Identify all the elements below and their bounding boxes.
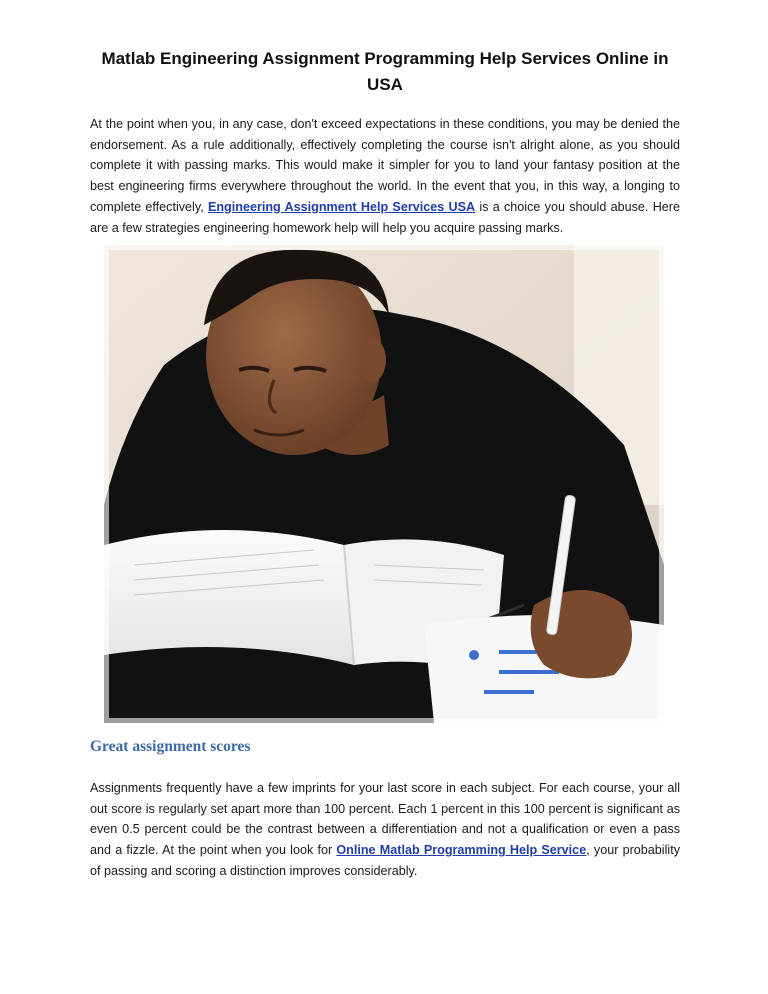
section-text-start: Assignments frequently have a few imprints for your last score in each subject. For each course, your all out score is regularly set apart more than 100 percent. Each 1 percent in this 100 percent is significant as even 0.5 percent could be the contrast between a differentiation and not a qualification or even a pass and a fizzle. At the point when you look for	[90, 781, 680, 858]
engineering-assignment-help-link[interactable]: Engineering Assignment Help Services USA	[207, 199, 476, 214]
intro-paragraph	[90, 114, 680, 238]
section-paragraph	[90, 778, 680, 882]
section-heading: Great assignment scores	[90, 738, 251, 755]
page-title: Matlab Engineering Assignment Programming Help Services Online in USA	[101, 49, 669, 94]
intro-text-start: At the point when you, in any case, don't exceed expectations in these conditions, you may be denied the endorsement. As a rule additionally, effectively completing the course isn't alright alone, as you should complete it with passing marks. This would make it simpler for you to land your fantasy position at the best engineering firms everywhere throughout the world. In the event that you, in this way, a longing to complete effectively,	[90, 117, 680, 214]
section-text-end: , your probability of passing and scoring a distinction improves considerably.	[90, 843, 680, 878]
intro-text-end: is a choice you should abuse. Here are a few strategies engineering homework help will help you acquire passing marks.	[90, 199, 680, 235]
online-matlab-help-link[interactable]: Online Matlab Programming Help Service	[336, 843, 587, 858]
student-photo	[104, 245, 664, 723]
